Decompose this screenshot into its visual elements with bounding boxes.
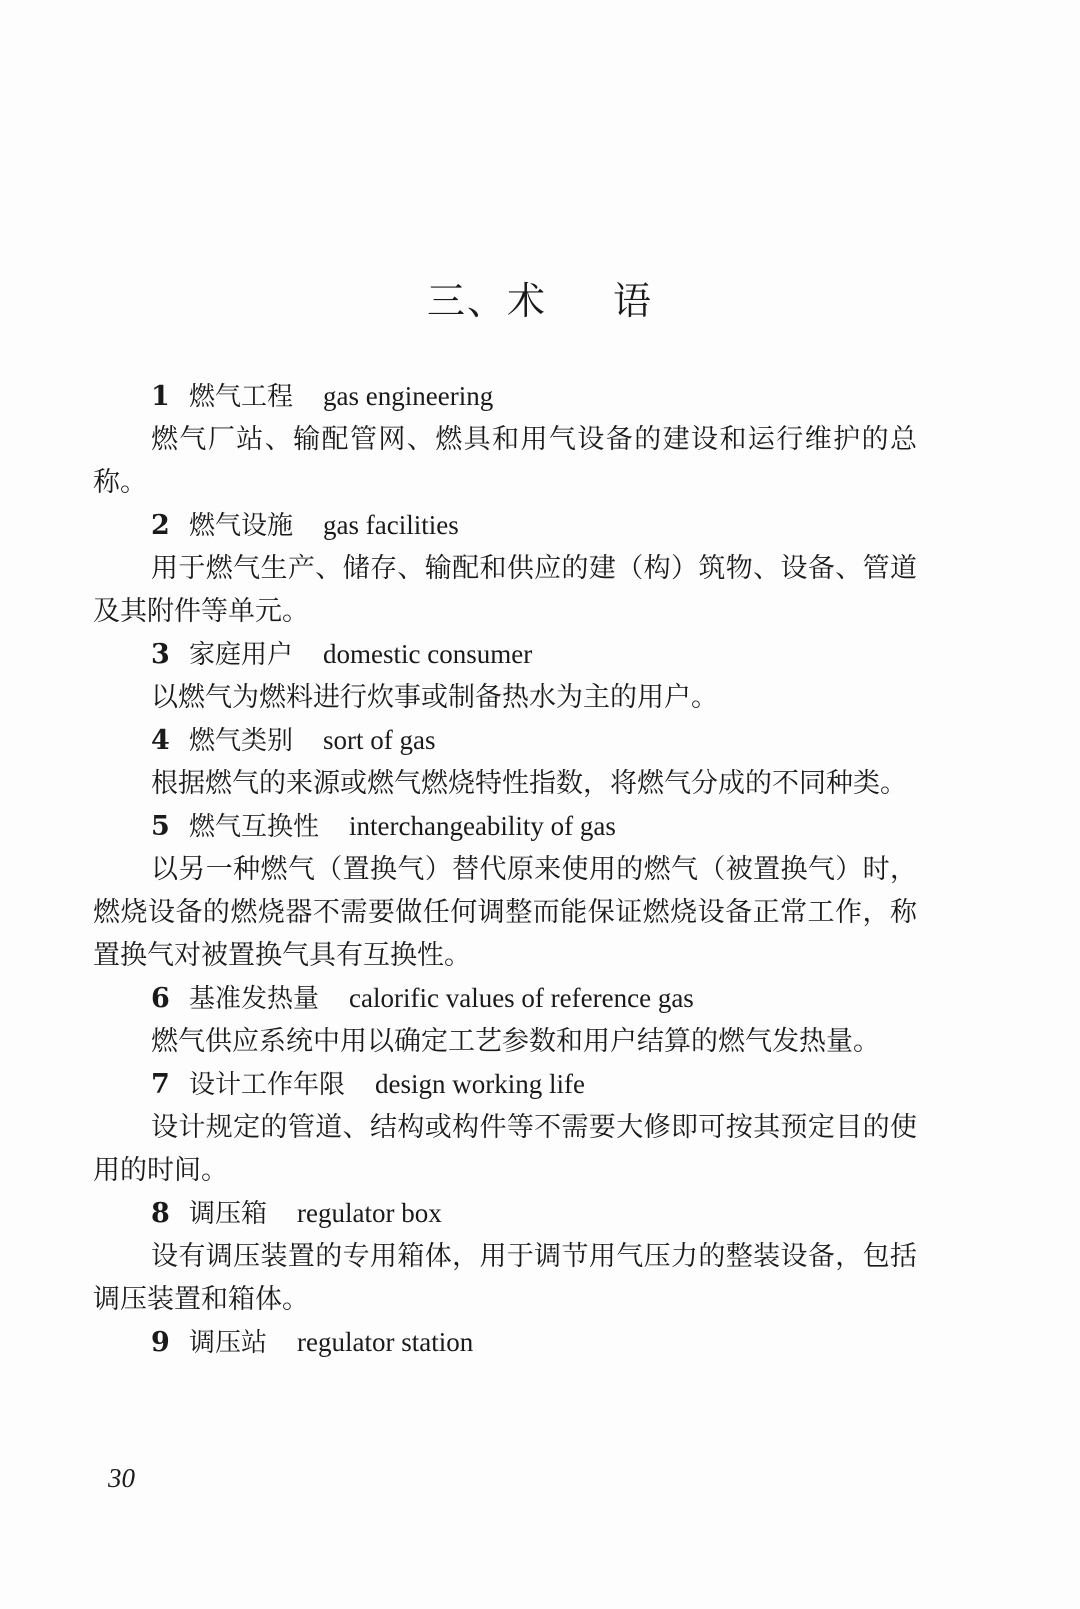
term-english: calorific values of reference gas xyxy=(349,983,694,1013)
term-chinese: 燃气互换性 xyxy=(189,812,320,842)
term-definition: 以另一种燃气（置换气）替代原来使用的燃气（被置换气）时，燃烧设备的燃烧器不需要做任何调整而能保证燃烧设备正常工作，称置换气对被置换气具有互换性。 xyxy=(93,854,917,971)
section-title-part1: 三、术 xyxy=(426,279,547,323)
term-heading xyxy=(93,805,917,848)
term-definition: 以燃气为燃料进行炊事或制备热水为主的用户。 xyxy=(151,682,718,713)
term-definition: 用于燃气生产、储存、输配和供应的建（构）筑物、设备、管道及其附件等单元。 xyxy=(93,553,917,627)
term-english: design working life xyxy=(375,1069,585,1099)
term-definition: 燃气供应系统中用以确定工艺参数和用户结算的燃气发热量。 xyxy=(151,1026,880,1057)
term-heading xyxy=(93,504,917,547)
term-definition: 燃气厂站、输配管网、燃具和用气设备的建设和运行维护的总称。 xyxy=(93,424,917,498)
term-english: regulator box xyxy=(297,1198,442,1228)
term-heading xyxy=(93,719,917,762)
term-number: 9 xyxy=(151,1327,170,1358)
term-english: gas engineering xyxy=(323,381,494,411)
term-heading xyxy=(93,1192,917,1235)
term-number: 4 xyxy=(151,725,170,756)
term-number: 5 xyxy=(151,811,170,842)
term-number: 2 xyxy=(151,510,170,541)
term-english: domestic consumer xyxy=(323,639,533,669)
term-number: 7 xyxy=(151,1069,170,1100)
term-number: 8 xyxy=(151,1198,170,1229)
term-definition: 设计规定的管道、结构或构件等不需要大修即可按其预定目的使用的时间。 xyxy=(93,1112,917,1186)
term-heading xyxy=(93,977,917,1020)
term-chinese: 家庭用户 xyxy=(189,640,294,670)
term-english: interchangeability of gas xyxy=(349,811,616,841)
term-heading xyxy=(93,1321,917,1364)
term-heading xyxy=(93,1063,917,1106)
terms-list xyxy=(93,375,917,1364)
term-number: 3 xyxy=(151,639,170,670)
term-chinese: 调压站 xyxy=(189,1328,268,1358)
term-heading xyxy=(93,633,917,676)
term-english: gas facilities xyxy=(323,510,459,540)
term-definition: 设有调压装置的专用箱体，用于调节用气压力的整装设备，包括调压装置和箱体。 xyxy=(93,1241,917,1315)
section-title xyxy=(0,270,1080,325)
term-chinese: 燃气类别 xyxy=(189,726,294,756)
term-number: 6 xyxy=(151,983,170,1014)
term-chinese: 设计工作年限 xyxy=(189,1070,346,1100)
term-chinese: 燃气设施 xyxy=(189,511,294,541)
term-chinese: 燃气工程 xyxy=(189,382,294,412)
term-chinese: 调压箱 xyxy=(189,1199,268,1229)
term-definition: 根据燃气的来源或燃气燃烧特性指数，将燃气分成的不同种类。 xyxy=(151,768,907,799)
term-number: 1 xyxy=(151,381,170,412)
term-chinese: 基准发热量 xyxy=(189,984,320,1014)
term-heading xyxy=(93,375,917,418)
page-number: 30 xyxy=(108,1463,135,1493)
term-english: sort of gas xyxy=(323,725,436,755)
section-title-part2: 语 xyxy=(613,279,654,323)
term-english: regulator station xyxy=(297,1327,474,1357)
